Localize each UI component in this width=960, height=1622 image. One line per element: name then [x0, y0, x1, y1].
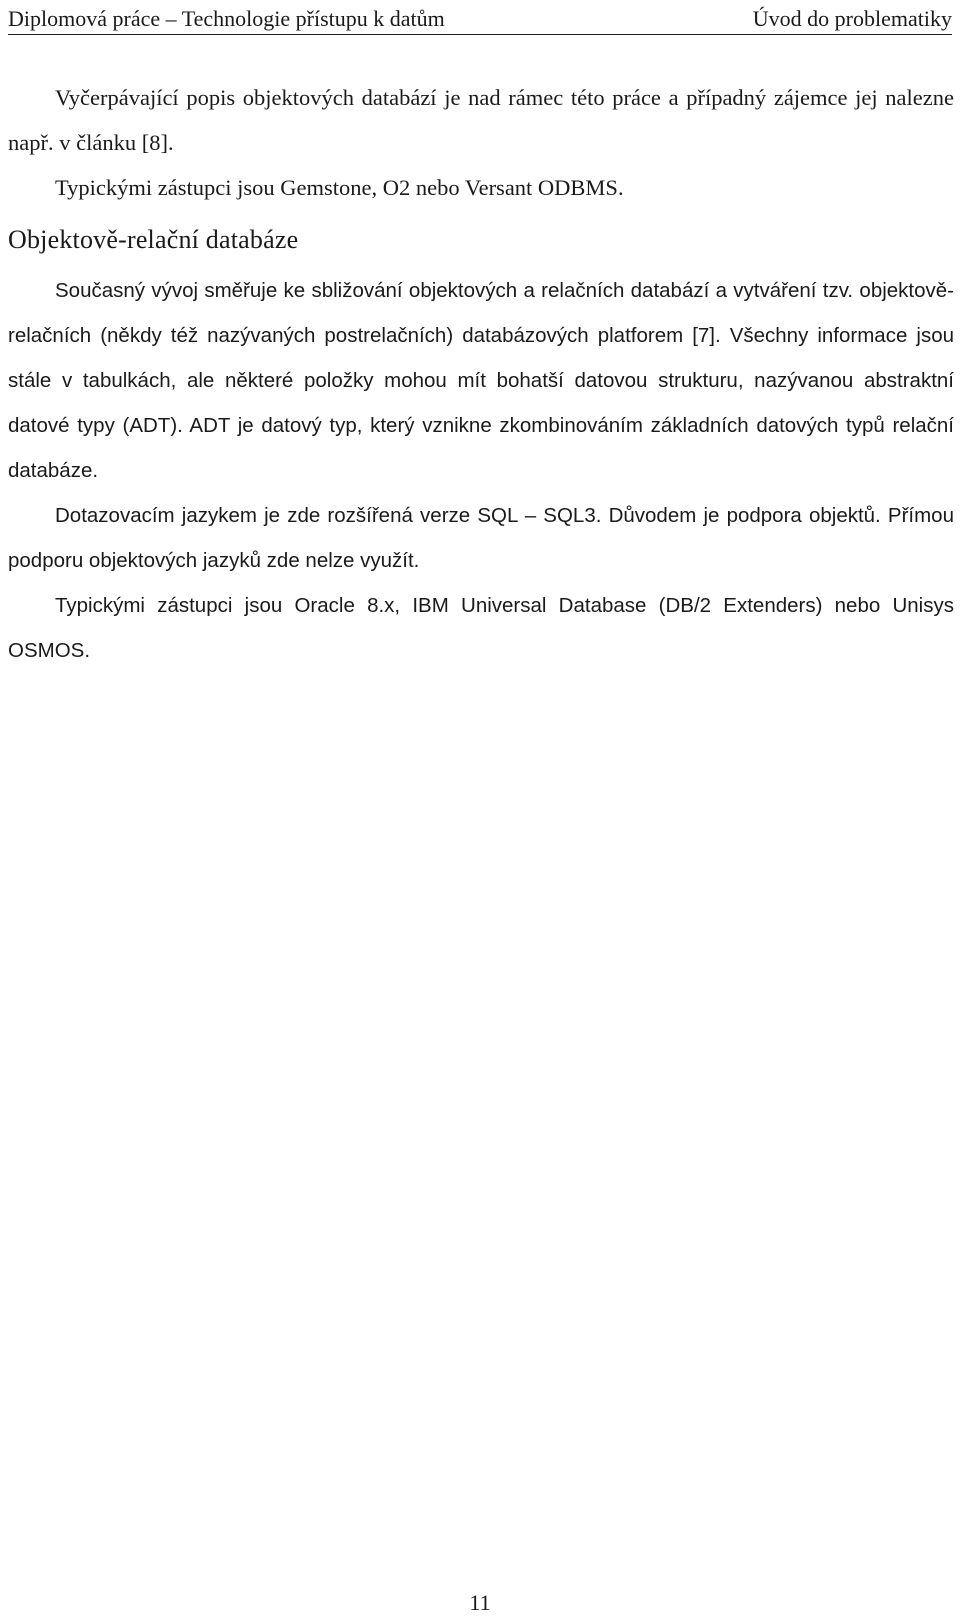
intro-examples-paragraph: Typickými zástupci jsou Gemstone, O2 nebo Versant ODBMS. [55, 175, 624, 200]
section-examples-paragraph: Typickými zástupci jsou Oracle 8.x, IBM Universal Database (DB/2 Extenders) nebo Unisys OSMOS. [8, 594, 954, 662]
page-number: 11 [469, 1590, 491, 1615]
section-heading: Objektově-relační databáze [8, 225, 299, 254]
section-paragraph: Současný vývoj směřuje ke sbližování objektových a relačních databází a vytváření tzv. objektově-relačních (někdy též nazývaných postrelačních) databázových platforem [7]. Všechny informace jsou stále v tabulkách, ale některé položky mohou mít bohatší datovou strukturu, nazývanou abstraktní datové typy (ADT). ADT je datový typ, který vznikne zkombinováním základních datových typů relační databáze. [8, 279, 954, 482]
intro-paragraph: Vyčerpávající popis objektových databází je nad rámec této práce a případný zájemce jej nalezne např. v článku [8]. [8, 85, 954, 155]
header-chapter: Úvod do problematiky [752, 6, 952, 31]
page-body [8, 75, 954, 673]
header-title: Diplomová práce – Technologie přístupu k datům [8, 6, 445, 31]
running-header [8, 4, 952, 35]
section-query-paragraph: Dotazovacím jazykem je zde rozšířená verze SQL – SQL3. Důvodem je podpora objektů. Přímou podporu objektových jazyků zde nelze využít. [8, 504, 954, 572]
